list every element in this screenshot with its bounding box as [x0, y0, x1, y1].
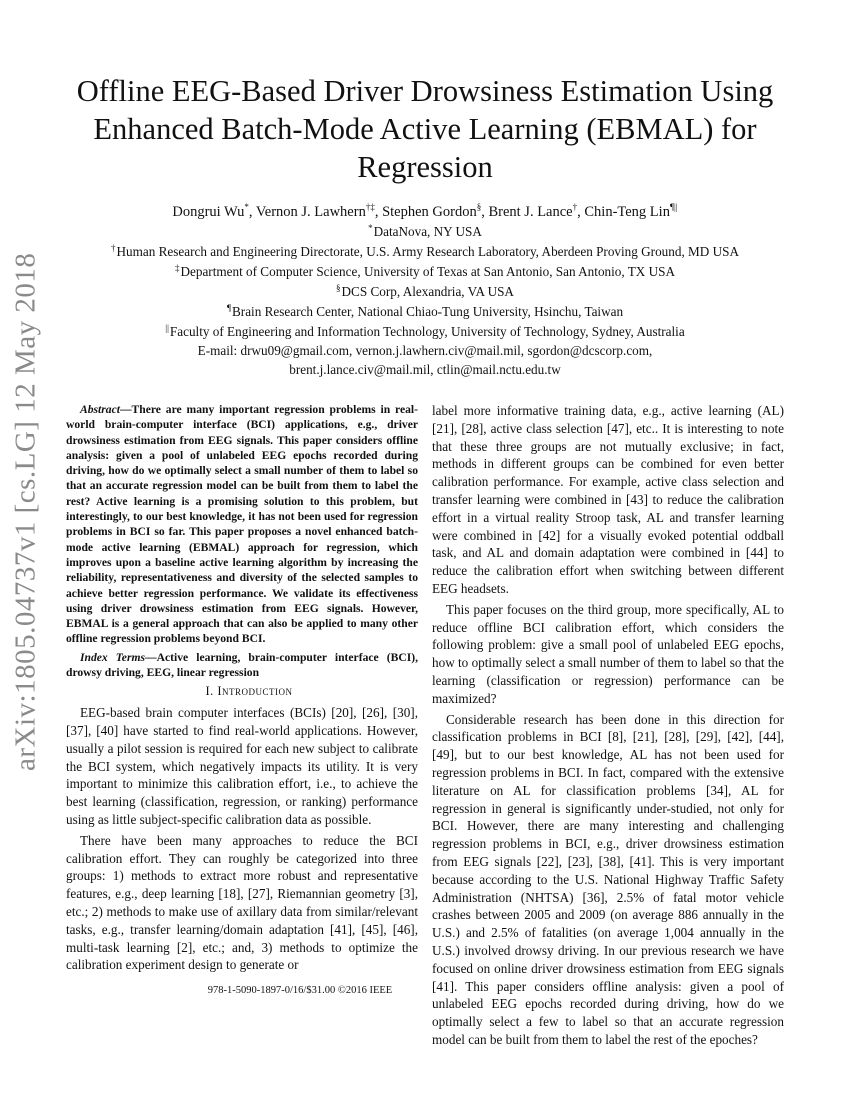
author-name: , Stephen Gordon [374, 204, 477, 220]
affiliation [70, 283, 780, 303]
affiliation [70, 263, 780, 283]
affiliation-mark: * [368, 223, 373, 233]
email-line: brent.j.lance.civ@mail.mil, ctlin@mail.nctu.edu.tw [289, 362, 561, 378]
affiliation-text: DCS Corp, Alexandria, VA USA [341, 283, 514, 299]
index-terms-text: —Active learning, brain-computer interface (BCI), drowsy driving, EEG, linear regression [66, 650, 418, 680]
copyright-footer: 978-1-5090-1897-0/16/$31.00 ©2016 IEEE [207, 985, 393, 996]
affiliation-text: Human Research and Engineering Directorate, U.S. Army Research Laboratory, Aberdeen Proving Ground, MD USA [116, 243, 739, 259]
author-mark: †‡ [365, 202, 375, 213]
abstract-label: Abstract [80, 403, 120, 416]
author-name: , Brent J. Lance [481, 204, 573, 220]
abstract-text: —There are many important regression problems in real-world brain-computer interface (BCI) applications, e.g., driver drowsiness estimation from EEG signals. This paper considers offline analysis: given a pool of unlabeled EEG epochs recorded during driving, how do we optimally select a small number of them to label so that an accurate regression model can be built from them to label the rest? Active learning is a promising solution to this problem, but interestingly, to our best knowledge, it has not been used for regression problems in BCI so far. This paper proposes a novel enhanced batch-mode active learning (EBMAL) approach for regression, which improves upon a baseline active learning algorithm by increasing the reliability, representativeness and diversity of the selected samples to achieve better regression performance. We validate its effectiveness using driver drowsiness estimation from EEG signals. However, EBMAL is a general approach that can also be applied to many other offline regression problems beyond BCI. [66, 403, 418, 646]
author-mark: § [476, 202, 482, 213]
affiliation [70, 323, 780, 343]
arxiv-stamp: arXiv:1805.04737v1 [cs.LG] 12 May 2018 [9, 252, 42, 772]
affiliation [70, 303, 780, 323]
affiliation-text: Brain Research Center, National Chiao-Tung University, Hsinchu, Taiwan [232, 303, 624, 319]
email-line: E-mail: drwu09@gmail.com, vernon.j.lawhern.civ@mail.mil, sgordon@dcscorp.com, [197, 343, 653, 359]
paragraph: Considerable research has been done in this direction for classification problems in BCI [8], [21], [28], [29], [42], [44], [49], but to our best knowledge, AL has not been used for regression problems in BCI. In fact, compared with the extensive literature on AL for classification problems [34], AL for regression in general is significantly under-studied, not only for BCI. However, there are many interesting and challenging regression problems in BCI, e.g., driver drowsiness estimation from EEG signals [22], [23], [38], [41]. This is very important because according to the U.S. National Highway Traffic Safety Administration (NHTSA) [36], 2.5% of fatal motor vehicle crashes between 2005 and 2009 (on average 886 annually in the U.S.) and 2.5% of fatalities (on average 1,004 annually in the U.S.) involved drowsy driving. In our previous research we have focused on online driver drowsiness estimation from EEG signals [41]. This paper considers offline analysis: given a pool of unlabeled EEG epochs recorded during driving, how do we optimally select a few to label so that an accurate regression model can be built from them to label the rest of the epoches? [432, 711, 784, 1047]
paragraph: label more informative training data, e.g., active learning (AL) [21], [28], active class selection [47], etc.. It is interesting to note that these three groups are not mutually exclusive; in fact, methods in different groups can be combined for even better calibration performance. For example, active class selection and transfer learning were combined in [43] to reduce the calibration effort in a virtual reality Stroop task, AL and transfer learning were combined in [42] for a visually evoked potential oddball task, and AL and domain adaptation were combined in [44] to reduce the calibration effort when switching between different EEG headsets. [432, 403, 784, 596]
affiliation [70, 243, 780, 263]
author-mark: † [572, 202, 578, 213]
affiliation-text: Department of Computer Science, University of Texas at San Antonio, San Antonio, TX USA [180, 263, 676, 279]
right-column [432, 402, 784, 1049]
author-list [70, 202, 780, 222]
paragraph: There have been many approaches to reduce the BCI calibration effort. They can roughly be categorized into three groups: 1) methods to extract more robust and representative features, e.g., deep learning [18], [27], Riemannian geometry [3], etc.; 2) methods to make use of axillary data from similar/relevant tasks, e.g., transfer learning/domain adaptation [41], [45], [46], multi-task learning [2], etc.; and, 3) methods to optimize the calibration experiment design to generate or [66, 832, 418, 973]
abstract [66, 402, 418, 647]
affiliation-mark: † [111, 242, 116, 253]
left-column [66, 402, 418, 974]
affiliation-mark: ‡ [174, 262, 180, 273]
paragraph: EEG-based brain computer interfaces (BCIs) [20], [26], [30], [37], [40] have started to find real-world applications. However, usually a pilot session is required for each new subject to calibrate the BCI system, which negatively impacts its utility. It is very important to minimize this calibration effort, i.e., to achieve the best learning (classification, regression, or ranking) performance using as little subject-specific calibration data as possible. [66, 705, 418, 827]
affiliation-text: Faculty of Engineering and Information Technology, University of Technology, Sydney, Australia [169, 323, 685, 339]
author-mark: ¶|| [669, 202, 678, 213]
section-heading [66, 683, 418, 701]
affiliation-mark: || [165, 322, 169, 333]
affiliation-mark: ¶ [226, 302, 232, 313]
section-number: I. [205, 684, 218, 699]
author-name: Dongrui Wu [172, 204, 245, 220]
author-mark: * [244, 202, 249, 213]
affiliation-list [70, 223, 780, 380]
paragraph: This paper focuses on the third group, more specifically, AL to reduce offline BCI calibration effort, which considers the following problem: give a small pool of unlabeled EEG epochs, how to optimally select a small number of them to label so that the learning (classification or regression) performance can be maximized? [432, 601, 784, 706]
affiliation-text: DataNova, NY USA [373, 224, 482, 239]
index-terms [66, 650, 418, 681]
affiliation [70, 223, 780, 243]
author-name: , Vernon J. Lawhern [248, 204, 366, 220]
section-name: Introduction [217, 684, 293, 699]
index-terms-label: Index Terms [80, 650, 145, 664]
paper-title: Offline EEG-Based Driver Drowsiness Estimation Using Enhanced Batch-Mode Active Learning (EBMAL) for Regression [76, 74, 774, 184]
affiliation-mark: § [336, 282, 341, 293]
author-name: , Chin-Teng Lin [577, 204, 670, 220]
